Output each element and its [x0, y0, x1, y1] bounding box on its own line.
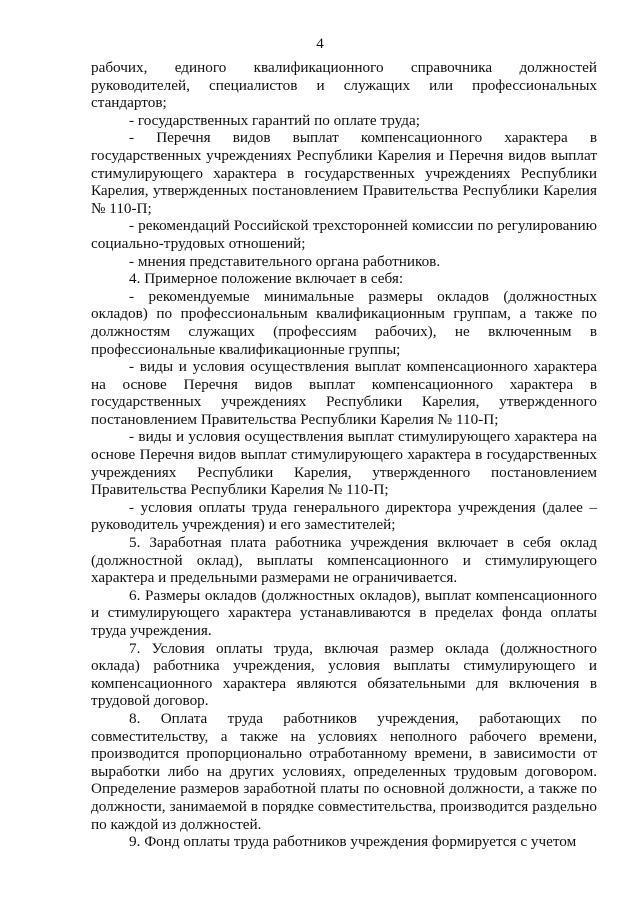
clause-6: 6. Размеры окладов (должностных окладов), выплат компенсационного и стимулирующего характера устанавливаются в пределах фонда оплаты труда учреждения. — [91, 586, 597, 639]
clause-9: 9. Фонд оплаты труда работников учреждения формируется с учетом — [129, 833, 577, 851]
clause-7: 7. Условия оплаты труда, включая размер оклада (должностного оклада) работника учреждения, условия выплаты стимулирующего и компенсационного характера являются обязательными для включения в трудовой договор. — [91, 639, 597, 710]
clause-4-item-salaries: - рекомендуемые минимальные размеры окладов (должностных окладов) по профессиональным квалификационным группам, а также по должностям служащих (профессиям рабочих), не включенным в профессиональные квалификационные группы; — [91, 287, 597, 358]
list-item-guarantees: - государственных гарантий по оплате труда; — [129, 111, 420, 129]
list-item-compensation-list: - Перечня видов выплат компенсационного характера в государственных учреждениях Республики Карелия и Перечня видов выплат стимулирующего характера в государственных учреждениях Республики Карелия, утвержденных постановлением Правительства Республики Карелия № 110-П; — [91, 129, 597, 217]
list-item-representative-opinion: - мнения представительного органа работников. — [129, 252, 441, 270]
clause-4: 4. Примерное положение включает в себя: — [129, 270, 404, 288]
clause-5: 5. Заработная плата работника учреждения включает в себя оклад (должностной оклад), выплаты компенсационного и стимулирующего характера и предельными размерами не ограничивается. — [91, 534, 597, 587]
clause-8: 8. Оплата труда работников учреждения, работающих по совместительству, а также на условиях неполного рабочего времени, производится пропорционально отработанному времени, в зависимости от выработки либо на других условиях, определенных трудовым договором. Определение размеров заработной платы по основной должности, а также по должности, занимаемой в порядке совместительства, производится раздельно по каждой из должностей. — [91, 709, 597, 833]
paragraph-continuation: рабочих, единого квалификационного справочника должностей руководителей, специалистов и служащих или профессиональных стандартов; — [91, 59, 597, 112]
document-body — [91, 59, 597, 851]
clause-4-item-incentive: - виды и условия осуществления выплат стимулирующего характера на основе Перечня видов выплат стимулирующего характера в государственных учреждениях Республики Карелия, утвержденного постановлением Правительства Республики Карелия № 110-П; — [91, 428, 597, 499]
clause-4-item-compensation: - виды и условия осуществления выплат компенсационного характера на основе Перечня видов выплат компенсационного характера в государственных учреждениях Республики Карелия, утвержденного постановлением Правительства Республики Карелия № 110-П; — [91, 358, 597, 428]
list-item-commission: - рекомендаций Российской трехсторонней комиссии по регулированию социально-трудовых отношений; — [91, 217, 597, 252]
page-number: 4 — [316, 36, 324, 52]
clause-4-item-director: - условия оплаты труда генерального директора учреждения (далее – руководитель учреждения) и его заместителей; — [91, 498, 597, 534]
